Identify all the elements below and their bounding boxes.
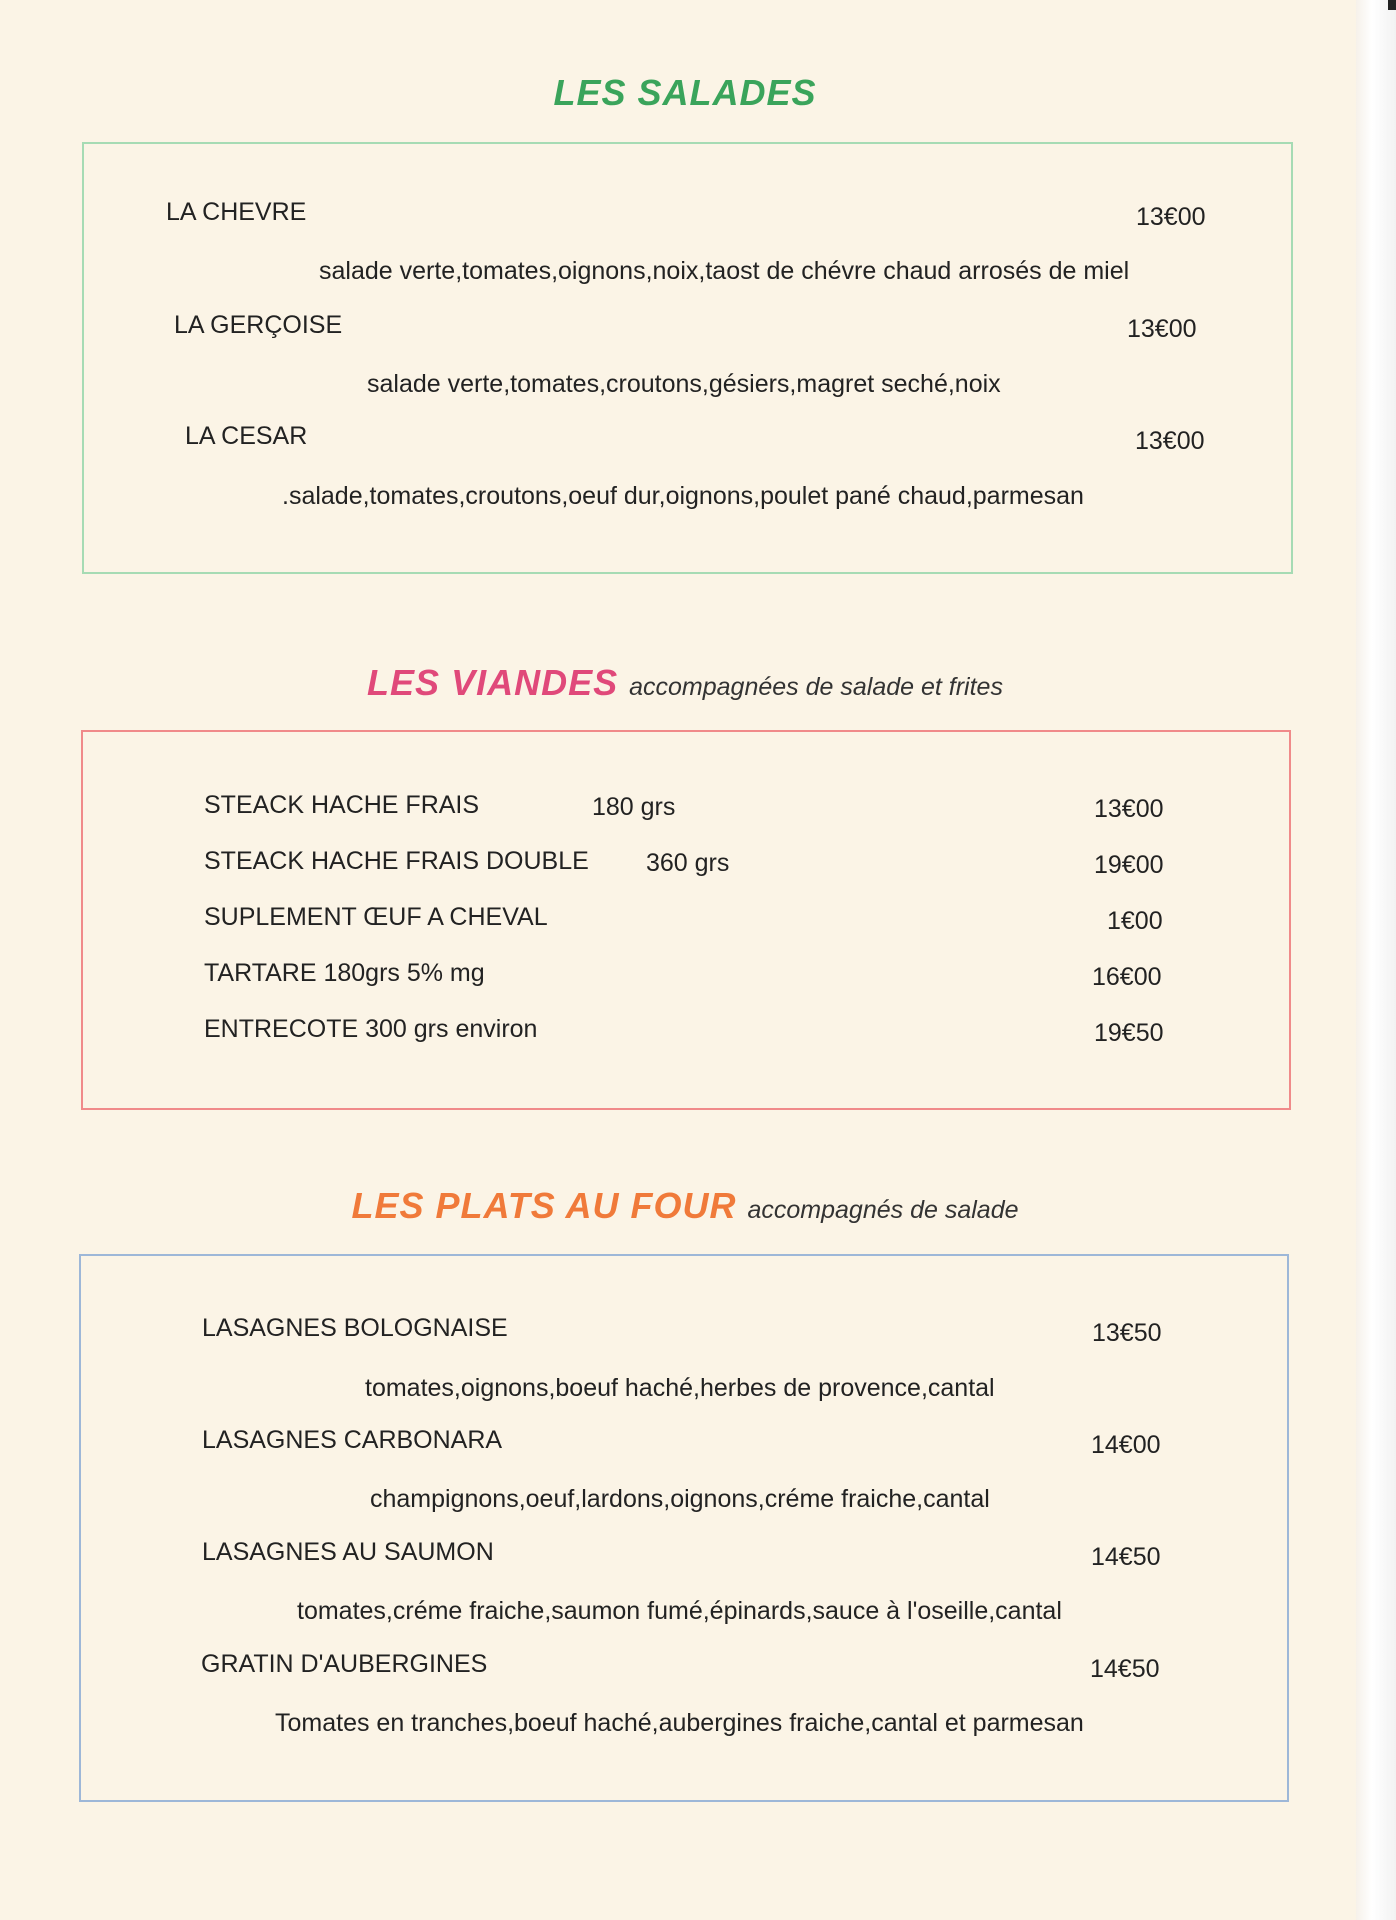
salades-title: LES SALADES bbox=[553, 72, 817, 113]
plat-desc: Tomates en tranches,boeuf haché,aubergines fraiche,cantal et parmesan bbox=[275, 1709, 1084, 1737]
viandes-subtitle: accompagnées de salade et frites bbox=[629, 673, 1003, 701]
plat-price: 13€50 bbox=[1092, 1319, 1162, 1347]
page-edge bbox=[1356, 0, 1396, 1920]
plat-desc: tomates,oignons,boeuf haché,herbes de provence,cantal bbox=[365, 1374, 995, 1402]
salade-price: 13€00 bbox=[1135, 427, 1205, 455]
salade-desc: .salade,tomates,croutons,oeuf dur,oignons,poulet pané chaud,parmesan bbox=[282, 482, 1084, 510]
salade-desc: salade verte,tomates,croutons,gésiers,magret seché,noix bbox=[367, 370, 1001, 398]
plat-name: LASAGNES BOLOGNAISE bbox=[202, 1314, 508, 1342]
viande-weight: 360 grs bbox=[646, 849, 730, 877]
plat-desc: champignons,oeuf,lardons,oignons,créme fraiche,cantal bbox=[370, 1485, 990, 1513]
plat-price: 14€50 bbox=[1090, 1655, 1160, 1683]
plat-price: 14€50 bbox=[1091, 1543, 1161, 1571]
section-title-salades bbox=[0, 72, 1370, 114]
salade-name: LA GERÇOISE bbox=[174, 311, 343, 339]
plat-name: LASAGNES CARBONARA bbox=[202, 1426, 503, 1454]
viande-name: SUPLEMENT ŒUF A CHEVAL bbox=[204, 903, 548, 931]
salade-name: LA CHEVRE bbox=[166, 198, 307, 226]
salade-desc: salade verte,tomates,oignons,noix,taost de chévre chaud arrosés de miel bbox=[319, 257, 1130, 285]
plat-price: 14€00 bbox=[1091, 1431, 1161, 1459]
section-title-viandes bbox=[0, 662, 1370, 704]
section-title-four bbox=[0, 1185, 1370, 1227]
viande-name: ENTRECOTE 300 grs environ bbox=[204, 1015, 538, 1043]
viande-weight: 180 grs bbox=[592, 793, 676, 821]
viandes-title: LES VIANDES bbox=[367, 662, 619, 703]
viande-name: TARTARE 180grs 5% mg bbox=[204, 959, 485, 987]
viande-price: 19€50 bbox=[1094, 1019, 1164, 1047]
plat-name: LASAGNES AU SAUMON bbox=[202, 1538, 494, 1566]
four-subtitle: accompagnés de salade bbox=[747, 1196, 1019, 1224]
viande-name: STEACK HACHE FRAIS DOUBLE bbox=[204, 847, 589, 875]
salade-price: 13€00 bbox=[1136, 203, 1206, 231]
plat-desc: tomates,créme fraiche,saumon fumé,épinards,sauce à l'oseille,cantal bbox=[297, 1597, 1062, 1625]
plat-name: GRATIN D'AUBERGINES bbox=[201, 1650, 488, 1678]
salade-name: LA CESAR bbox=[185, 422, 308, 450]
viande-price: 19€00 bbox=[1094, 851, 1164, 879]
four-title: LES PLATS AU FOUR bbox=[351, 1185, 737, 1226]
viande-price: 16€00 bbox=[1092, 963, 1162, 991]
salade-price: 13€00 bbox=[1127, 315, 1197, 343]
viande-price: 13€00 bbox=[1094, 795, 1164, 823]
viande-price: 1€00 bbox=[1107, 907, 1163, 935]
viande-name: STEACK HACHE FRAIS bbox=[204, 791, 480, 819]
